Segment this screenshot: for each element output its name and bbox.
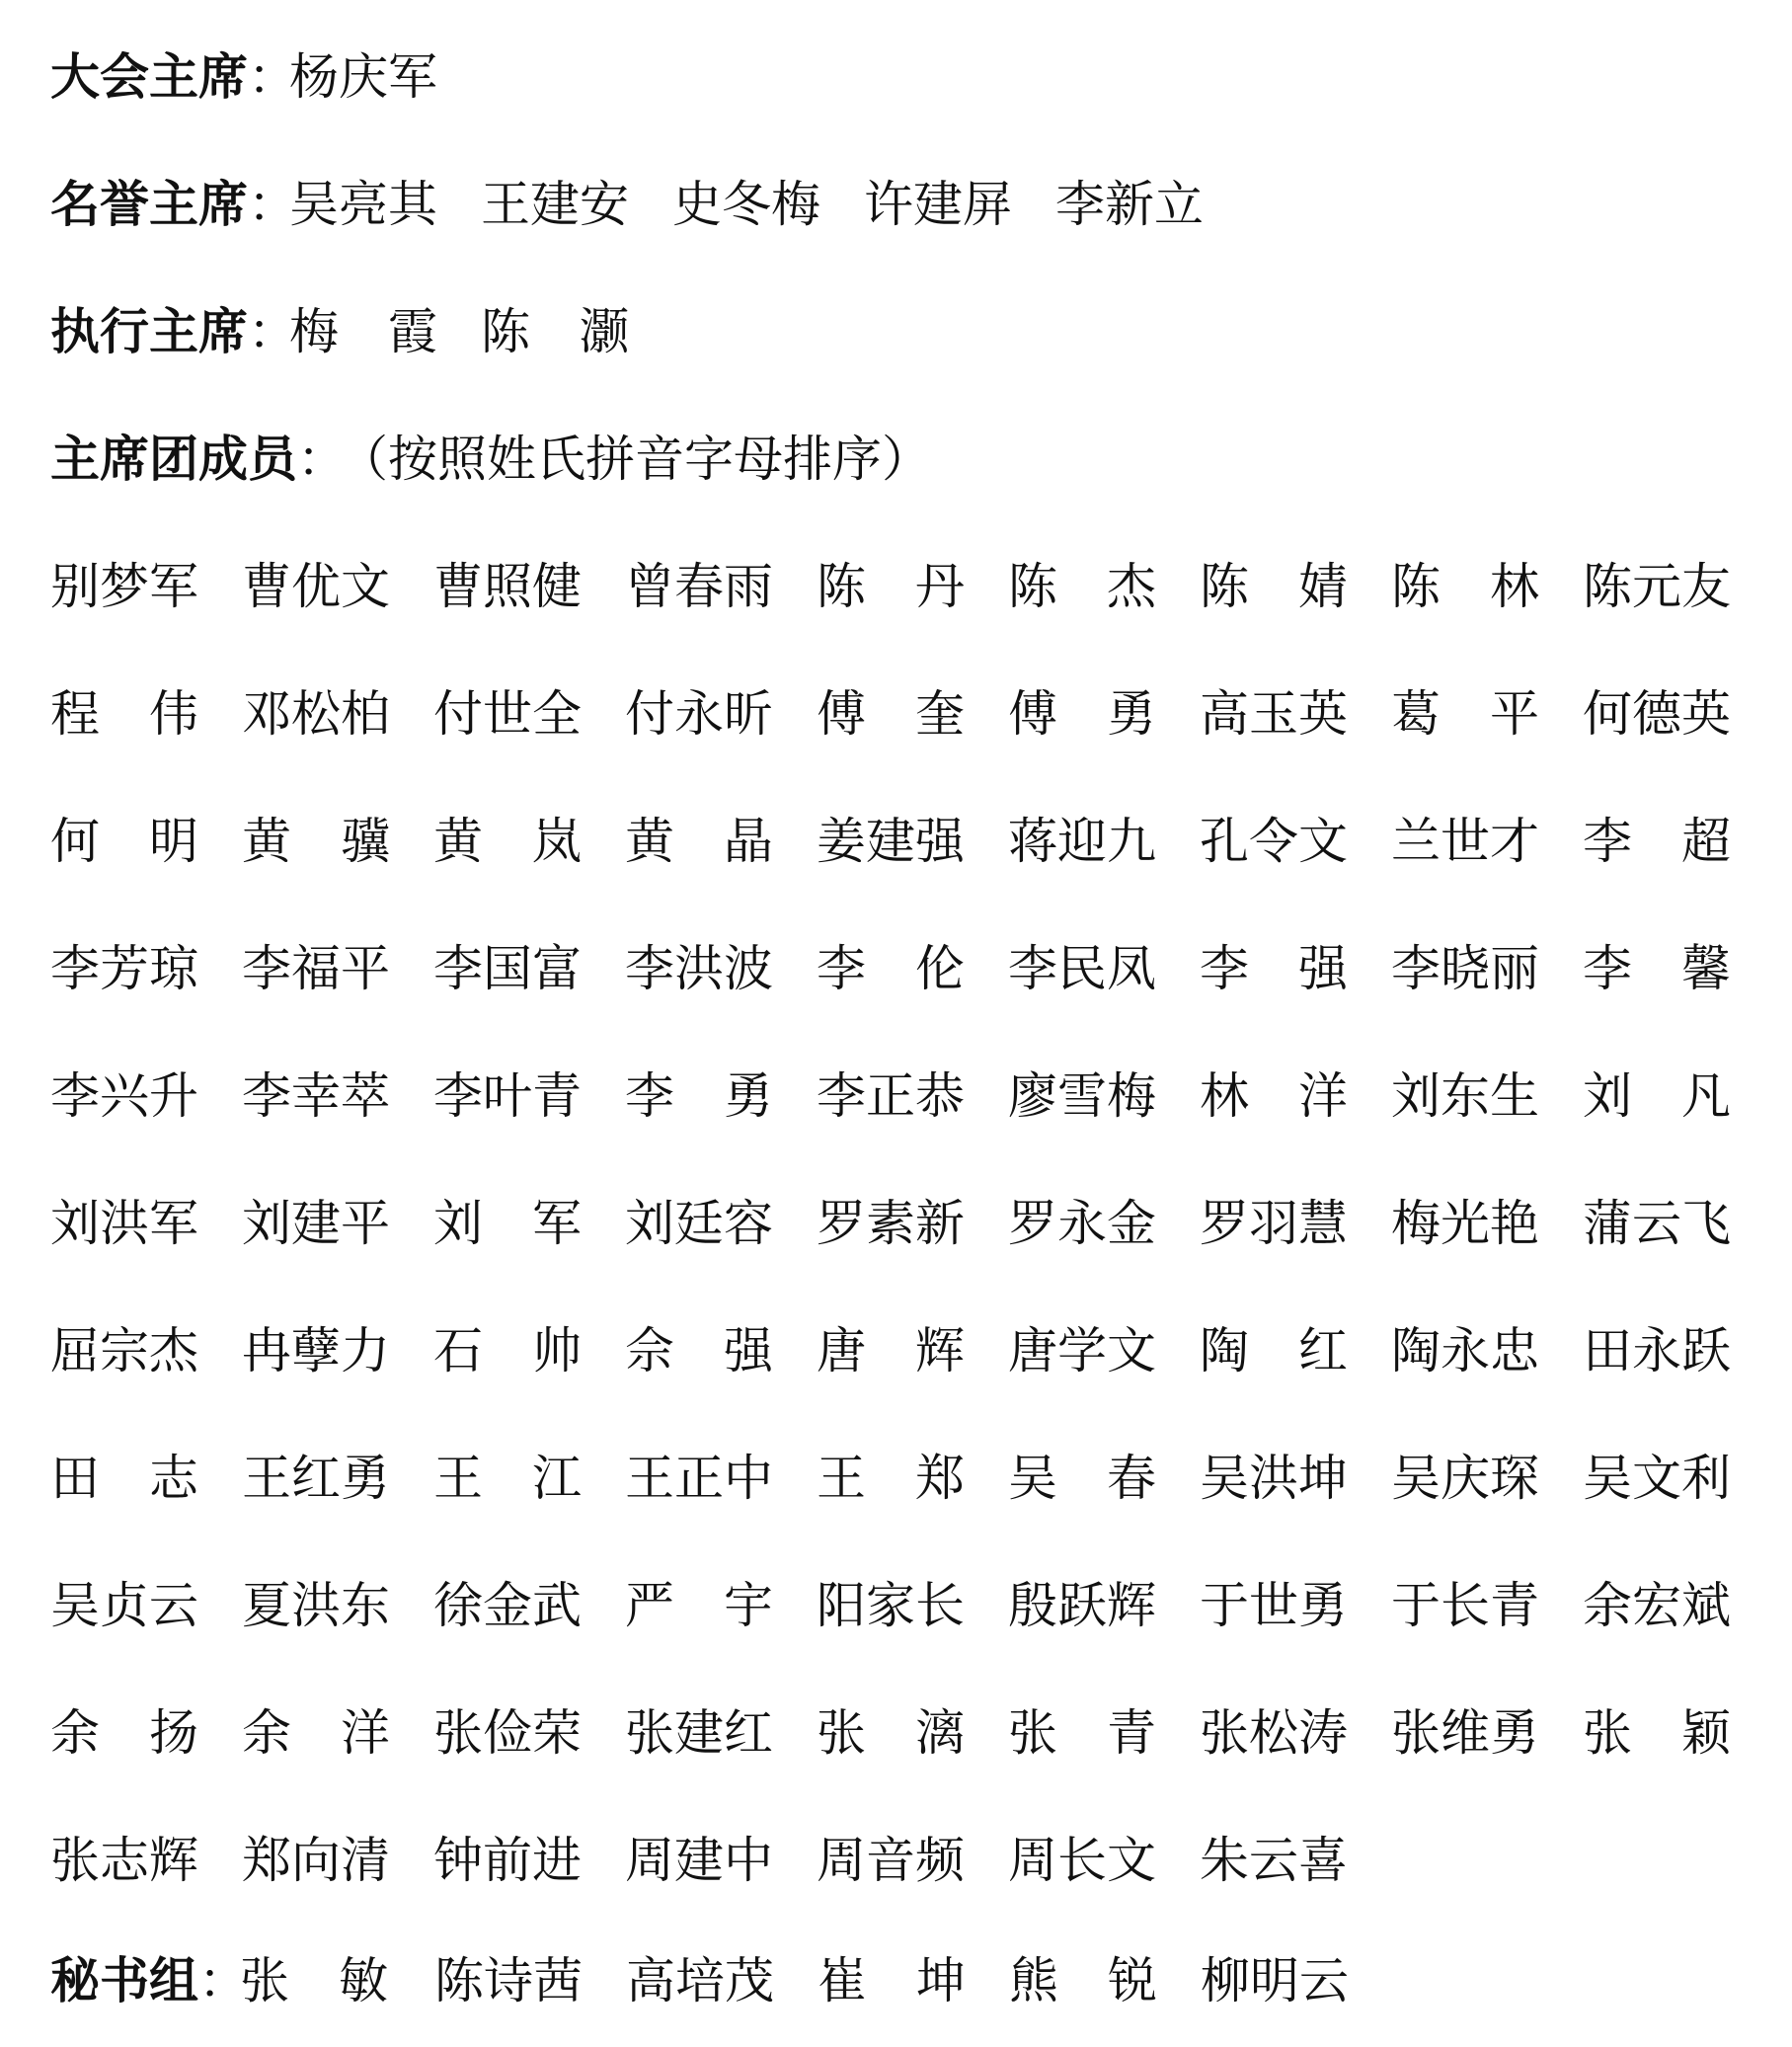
presidium-name: 罗素新 [817,1195,965,1252]
executive-name: 陈 灏 [481,303,629,360]
chairman-label: 大会主席 [50,48,248,106]
secretariat-name: 高培茂 [626,1952,774,2009]
presidium-name: 郑向清 [242,1832,390,1889]
presidium-name: 兰世才 [1391,813,1539,870]
presidium-name: 李国富 [433,940,582,997]
presidium-name: 张维勇 [1391,1704,1539,1762]
presidium-name: 李兴升 [50,1067,198,1125]
secretariat-name: 陈诗茜 [434,1952,583,2009]
presidium-note: （按照姓氏拼音字母排序） [339,431,931,488]
presidium-row [50,1816,1749,1905]
presidium-name: 殷跃辉 [1008,1577,1156,1634]
presidium-name: 付永昕 [625,685,773,743]
secretariat-name: 柳明云 [1201,1952,1349,2009]
presidium-name: 唐学文 [1008,1322,1156,1379]
presidium-name: 李正恭 [817,1067,965,1125]
presidium-name: 吴贞云 [50,1577,198,1634]
presidium-name: 张志辉 [50,1832,198,1889]
presidium-name: 余 洋 [242,1704,390,1762]
presidium-name: 刘东生 [1391,1067,1539,1125]
presidium-name: 王红勇 [242,1450,390,1507]
presidium-name: 何德英 [1583,685,1731,743]
presidium-name: 田 志 [50,1450,198,1507]
presidium-name: 程 伟 [50,685,198,743]
honorary-name: 王建安 [481,176,629,233]
honorary-colon: ： [248,176,297,233]
presidium-name: 吴 春 [1008,1450,1156,1507]
presidium-name: 李叶青 [433,1067,582,1125]
presidium-header [50,415,931,504]
presidium-name: 李 馨 [1583,940,1731,997]
presidium-name: 李 勇 [625,1067,773,1125]
presidium-row [50,542,1749,631]
presidium-name: 别梦军 [50,558,198,615]
presidium-row [50,924,1749,1013]
presidium-name: 刘廷容 [625,1195,773,1252]
presidium-row [50,1689,1749,1777]
honorary-line [50,160,1204,249]
presidium-name: 黄 岚 [433,813,582,870]
presidium-name: 葛 平 [1391,685,1539,743]
presidium-name: 田永跃 [1583,1322,1731,1379]
presidium-name: 陶永忠 [1391,1322,1539,1379]
presidium-name: 于世勇 [1200,1577,1348,1634]
secretariat-line [50,1936,1349,2025]
presidium-name: 张 漓 [817,1704,965,1762]
presidium-name: 冉孽力 [242,1322,390,1379]
presidium-name: 阳家长 [817,1577,965,1634]
presidium-name: 傅 勇 [1008,685,1156,743]
presidium-row [50,669,1749,758]
honorary-name: 李新立 [1055,176,1204,233]
presidium-name: 吴洪坤 [1200,1450,1348,1507]
presidium-row [50,1561,1749,1650]
presidium-name: 蒲云飞 [1583,1195,1731,1252]
executive-name: 梅 霞 [289,303,437,360]
presidium-name: 刘 凡 [1583,1067,1731,1125]
secretariat-name: 张 敏 [240,1952,388,2009]
presidium-name: 佘 强 [625,1322,773,1379]
presidium-name: 夏洪东 [242,1577,390,1634]
chairman-colon: ： [248,48,297,106]
presidium-name: 姜建强 [817,813,965,870]
presidium-name: 傅 奎 [817,685,965,743]
honorary-name: 吴亮其 [289,176,437,233]
presidium-name: 何 明 [50,813,198,870]
presidium-name: 张俭荣 [433,1704,582,1762]
presidium-name: 屈宗杰 [50,1322,198,1379]
presidium-name: 陈 杰 [1008,558,1156,615]
presidium-name: 刘洪军 [50,1195,198,1252]
presidium-name: 周建中 [625,1832,773,1889]
presidium-name: 张 颖 [1583,1704,1731,1762]
presidium-name: 黄 骥 [242,813,390,870]
presidium-row [50,1052,1749,1141]
presidium-name: 李民凤 [1008,940,1156,997]
presidium-name: 廖雪梅 [1008,1067,1156,1125]
presidium-row [50,1179,1749,1268]
presidium-name: 陈 林 [1391,558,1539,615]
presidium-name: 李 超 [1583,813,1731,870]
honorary-name: 史冬梅 [672,176,820,233]
presidium-name: 孔令文 [1200,813,1348,870]
presidium-name: 王 郑 [817,1450,965,1507]
presidium-name: 张松涛 [1200,1704,1348,1762]
presidium-name: 余宏斌 [1583,1577,1731,1634]
presidium-name: 李福平 [242,940,390,997]
presidium-name: 付世全 [433,685,582,743]
presidium-name: 刘建平 [242,1195,390,1252]
presidium-name: 王 江 [433,1450,582,1507]
presidium-name: 钟前进 [433,1832,582,1889]
presidium-name: 李洪波 [625,940,773,997]
presidium-name: 李晓丽 [1391,940,1539,997]
presidium-name: 刘 军 [433,1195,582,1252]
presidium-name: 曾春雨 [625,558,773,615]
presidium-name: 李 强 [1200,940,1348,997]
presidium-name: 张建红 [625,1704,773,1762]
presidium-name: 严 宇 [625,1577,773,1634]
presidium-name: 邓松柏 [242,685,390,743]
presidium-name: 黄 晶 [625,813,773,870]
presidium-name: 李芳琼 [50,940,198,997]
presidium-name: 陈 婧 [1200,558,1348,615]
executive-colon: ： [248,303,297,360]
presidium-name: 李幸萃 [242,1067,390,1125]
executive-label: 执行主席 [50,303,248,360]
presidium-name: 蒋迎九 [1008,813,1156,870]
executive-line [50,287,629,376]
presidium-colon: ： [297,431,347,488]
presidium-row [50,797,1749,886]
presidium-name: 梅光艳 [1391,1195,1539,1252]
presidium-name: 林 洋 [1200,1067,1348,1125]
presidium-name: 于长青 [1391,1577,1539,1634]
chairman-line [50,33,437,121]
secretariat-label: 秘书组 [50,1952,198,2009]
presidium-name: 李 伦 [817,940,965,997]
presidium-row [50,1434,1749,1523]
presidium-name: 曹优文 [242,558,390,615]
presidium-name: 张 青 [1008,1704,1156,1762]
presidium-name: 余 扬 [50,1704,198,1762]
presidium-name: 陈 丹 [817,558,965,615]
honorary-label: 名誉主席 [50,176,248,233]
presidium-name: 石 帅 [433,1322,582,1379]
presidium-name: 王正中 [625,1450,773,1507]
presidium-name: 吴庆琛 [1391,1450,1539,1507]
chairman-name: 杨庆军 [289,48,437,106]
presidium-name: 高玉英 [1200,685,1348,743]
presidium-name: 罗永金 [1008,1195,1156,1252]
presidium-name: 罗羽慧 [1200,1195,1348,1252]
secretariat-name: 崔 坤 [818,1952,966,2009]
presidium-row [50,1306,1749,1395]
presidium-name: 唐 辉 [817,1322,965,1379]
presidium-label: 主席团成员 [50,431,297,488]
secretariat-name: 熊 锐 [1009,1952,1157,2009]
honorary-name: 许建屏 [864,176,1012,233]
presidium-name: 吴文利 [1583,1450,1731,1507]
presidium-name: 陈元友 [1583,558,1731,615]
presidium-name: 周长文 [1008,1832,1156,1889]
presidium-name: 徐金武 [433,1577,582,1634]
presidium-name: 曹照健 [433,558,582,615]
presidium-name: 朱云喜 [1200,1832,1348,1889]
presidium-name: 陶 红 [1200,1322,1348,1379]
presidium-name: 周音频 [817,1832,965,1889]
secretariat-colon: ： [198,1952,248,2009]
